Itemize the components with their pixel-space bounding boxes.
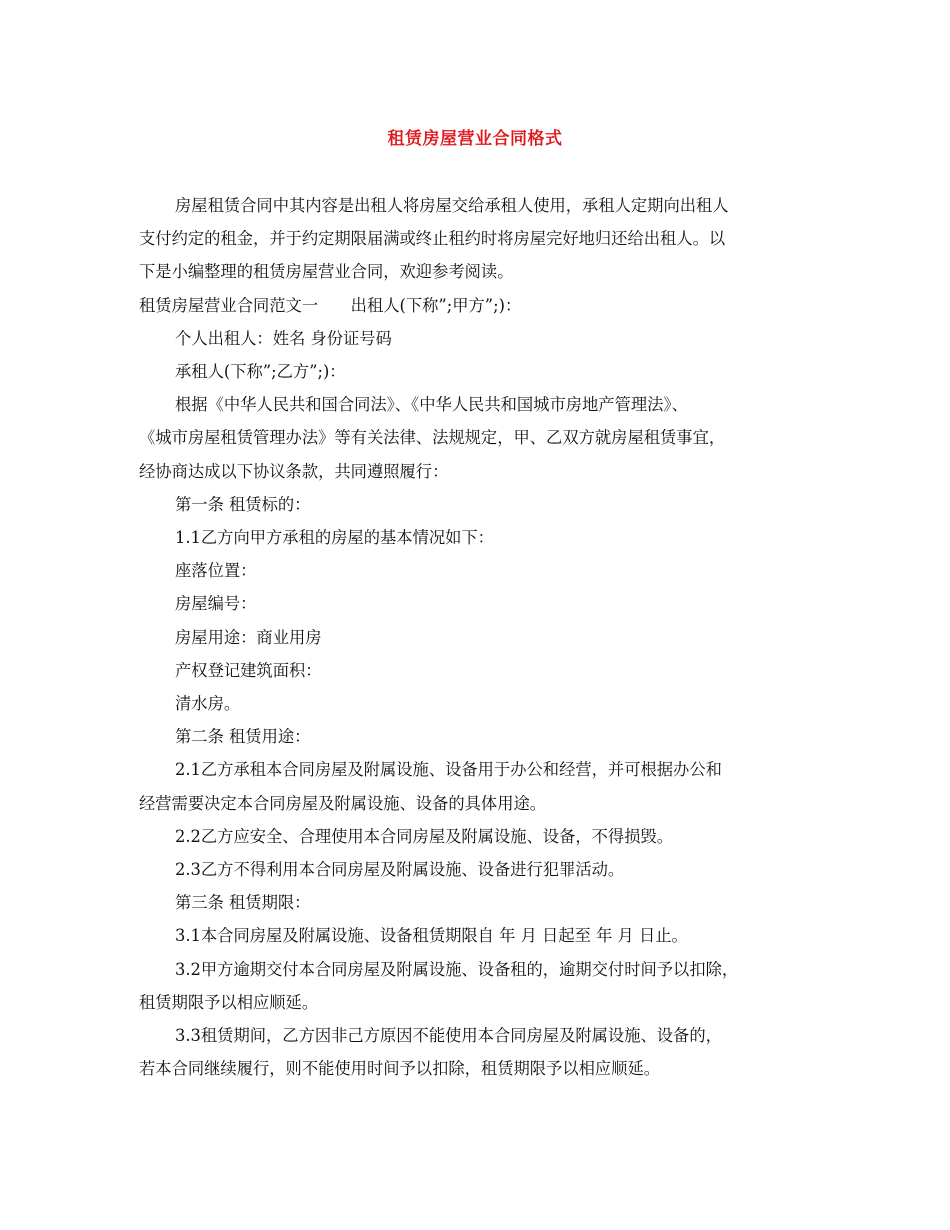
body-line: 《城市房屋租赁管理办法》等有关法律、法规规定，甲、乙双方就房屋租赁事宜，: [139, 428, 726, 448]
body-line: 根据《中华人民共和国合同法》、《中华人民共和国城市房地产管理法》、: [175, 395, 688, 415]
clause-line: 2.1乙方承租本合同房屋及附属设施、设备用于办公和经营，并可根据办公和: [175, 760, 722, 780]
clause-line: 若本合同继续履行，则不能使用时间予以扣除，租赁期限予以相应顺延。: [139, 1059, 661, 1079]
section-heading: 第一条 租赁标的：: [175, 494, 311, 514]
clause-line: 2.3乙方不得利用本合同房屋及附属设施、设备进行犯罪活动。: [175, 860, 625, 880]
field-line: 房屋编号：: [175, 594, 257, 614]
field-line: 清水房。: [175, 694, 241, 714]
clause-line: 经营需要决定本合同房屋及附属设施、设备的具体用途。: [139, 793, 547, 813]
clause-line: 2.2乙方应安全、合理使用本合同房屋及附属设施、设备，不得损毁。: [175, 826, 674, 846]
field-line: 产权登记建筑面积：: [175, 660, 322, 680]
clause-line: 租赁期限予以相应顺延。: [139, 992, 319, 1012]
clause-line: 3.3租赁期间，乙方因非己方原因不能使用本合同房屋及附属设施、设备的，: [175, 1026, 722, 1046]
field-line: 房屋用途：商业用房: [175, 627, 322, 647]
document-title: 租赁房屋营业合同格式: [387, 129, 563, 149]
section-heading: 第二条 租赁用途：: [175, 727, 311, 747]
clause-line: 3.1本合同房屋及附属设施、设备租赁期限自 年 月 日起至 年 月 日止。: [175, 926, 688, 946]
body-line: 支付约定的租金，并于约定期限届满或终止租约时将房屋完好地归还给出租人。以: [139, 229, 726, 249]
clause-line: 3.2甲方逾期交付本合同房屋及附属设施、设备租的，逾期交付时间予以扣除，: [175, 959, 739, 979]
clause-line: 1.1乙方向甲方承租的房屋的基本情况如下：: [175, 528, 494, 548]
body-line: 个人出租人：姓名 身份证号码: [175, 328, 392, 348]
document-body: [139, 189, 819, 1085]
body-line: 承租人(下称”;乙方”;)：: [175, 362, 346, 382]
body-line: 房屋租赁合同中其内容是出租人将房屋交给承租人使用，承租人定期向出租人: [175, 196, 729, 215]
body-line: 经协商达成以下协议条款，共同遵照履行：: [139, 461, 449, 481]
section-heading: 第三条 租赁期限：: [175, 893, 311, 913]
body-line: 租赁房屋营业合同范文一 出租人(下称”;甲方”;)：: [139, 295, 522, 315]
field-line: 座落位置：: [175, 561, 257, 581]
body-line: 下是小编整理的租赁房屋营业合同，欢迎参考阅读。: [139, 262, 514, 282]
